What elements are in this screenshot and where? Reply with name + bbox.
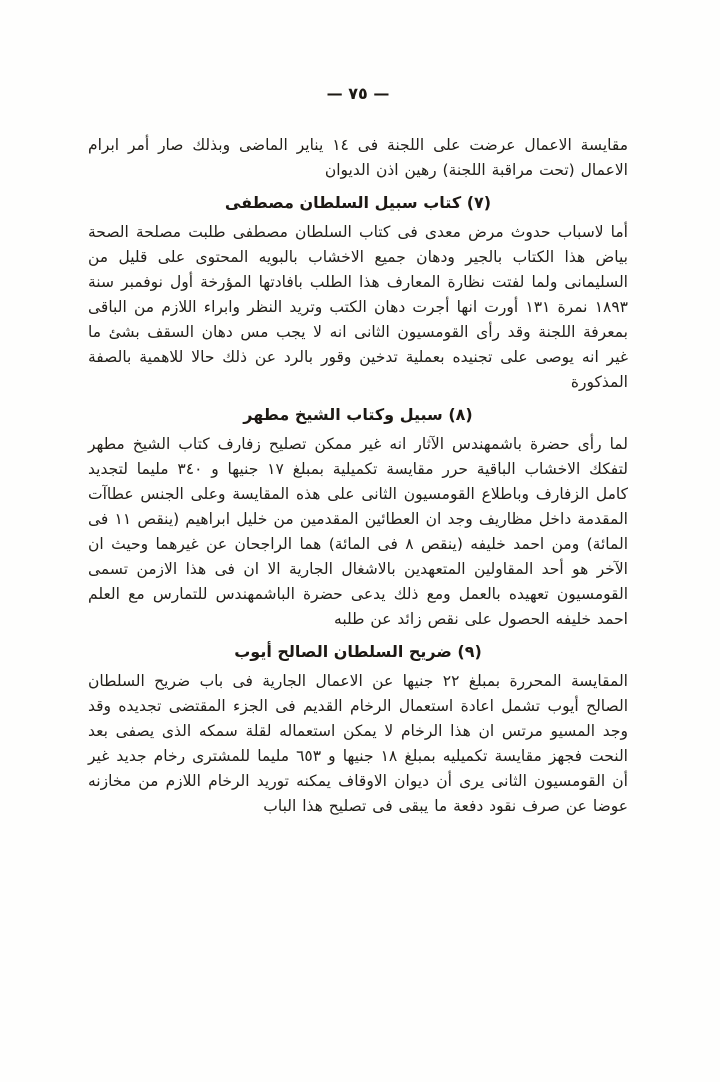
intro-paragraph: مقايسة الاعمال عرضت على اللجنة فى ١٤ يناير الماضى وبذلك صار أمر ابرام الاعمال (تحت مراقبة اللجنة) رهين اذن الديوان (88, 136, 629, 179)
section-7-body: أما لاسباب حدوث مرض معدى فى كتاب السلطان مصطفى طلبت مصلحة الصحة بياض هذا الكتاب بالجير ودهان جميع الاخشاب بالبويه المحتوى على قليل من السليمانى ولما لفتت نظارة المعارف هذا الطلب بافادتها المؤرخة أول نوفمبر سنة ١٨٩٣ نمرة ١٣١ أورت انها أجرت دهان الكتب وتريد النظر وابراء اللازم من الباقى بمعرفة اللجنة وقد رأى القومسيون الثانى انه لا يجب مس دهان السقف بشئ ما غير انه يوصى على تجنيده بعملية تدخين وقور بالرد عن ذلك حالا للاهمية بالصفة المذكورة (88, 223, 628, 391)
section-8-heading: (٨) سبيل وكتاب الشيخ مطهر (243, 405, 473, 424)
page-number: — ٧٥ — (326, 84, 390, 103)
section-8-body: لما رأى حضرة باشمهندس الآثار انه غير ممكن تصليح زفارف كتاب الشيخ مطهر لتفكك الاخشاب الباقية حرر مقايسة تكميلية بمبلغ ١٧ جنيها و ٣٤٠ مليما لتجديد كامل الزفارف وباطلاع القومسيون الثانى على هذه المقايسة وعلى الجنس عطاآت المقدمة داخل مظاريف وجد ان العطائين المقدمين من خليل ابراهيم (ينقص ١١ فى المائة) ومن احمد خليفه (ينقص ٨ فى المائة) هما الراجحان عن غيرهما وحيث ان الآخر هو أحد المقاولين المتعهدين بالاشغال الجارية الا ان فى هذا الازمن تسمى القومسيون تعهيده بالعمل ومع ذلك يدعى حضرة الباشمهندس للتمارس مع العلم احمد خليفه الحصول على نقص زائد عن طلبه (88, 435, 628, 628)
section-9-heading: (٩) ضريح السلطان الصالح أيوب (234, 642, 482, 661)
section-7-heading: (٧) كتاب سبيل السلطان مصطفى (224, 193, 492, 212)
section-9-body: المقايسة المحررة بمبلغ ٢٢ جنيها عن الاعمال الجارية فى باب ضريح السلطان الصالح أيوب تشمل اعادة استعمال الرخام القديم فى الجزء المقتضى تجديده وقد وجد المسيو مرتس ان هذا الرخام لا يمكن استعماله لقلة سمكه الذى يصفى بعد النحت فجهز مقايسة تكميليه بمبلغ ١٨ جنيها و ٦٥٣ مليما للمشترى رخام جديد غير أن القومسيون الثانى يرى أن ديوان الاوقاف يمكنه توريد الرخام اللازم من مخازنه عوضا عن صرف نقود دفعة ما يبقى فى تصليح هذا الباب (88, 672, 628, 815)
